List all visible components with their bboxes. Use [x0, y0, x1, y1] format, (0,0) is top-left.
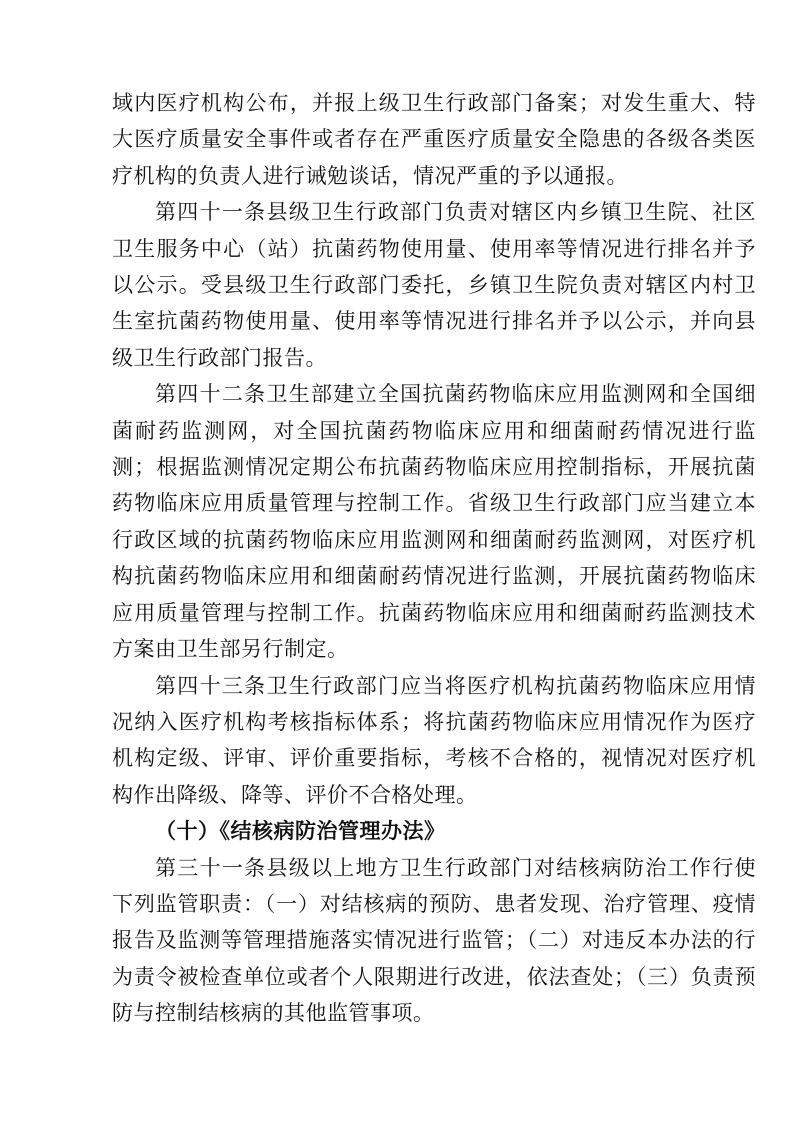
- paragraph-article-43: 第四十三条卫生行政部门应当将医疗机构抗菌药物临床应用情况纳入医疗机构考核指标体系；将抗菌药物临床应用情况作为医疗机构定级、评审、评价重要指标，考核不合格的，视情况对医疗机构作出降级、降等、评价不合格处理。: [112, 673, 756, 807]
- paragraph-article-42: 第四十二条卫生部建立全国抗菌药物临床应用监测网和全国细菌耐药监测网，对全国抗菌药物临床应用和细菌耐药情况进行监测；根据监测情况定期公布抗菌药物临床应用控制指标，开展抗菌药物临床应用质量管理与控制工作。省级卫生行政部门应当建立本行政区域的抗菌药物临床应用监测网和细菌耐药监测网，对医疗机构抗菌药物临床应用和细菌耐药情况进行监测，开展抗菌药物临床应用质量管理与控制工作。抗菌药物临床应用和细菌耐药监测技术方案由卫生部另行制定。: [112, 382, 756, 662]
- paragraph-continuation: 域内医疗机构公布，并报上级卫生行政部门备案；对发生重大、特大医疗质量安全事件或者存在严重医疗质量安全隐患的各级各类医疗机构的负责人进行诫勉谈话，情况严重的予以通报。: [112, 91, 756, 188]
- paragraph-article-41: 第四十一条县级卫生行政部门负责对辖区内乡镇卫生院、社区卫生服务中心（站）抗菌药物使用量、使用率等情况进行排名并予以公示。受县级卫生行政部门委托，乡镇卫生院负责对辖区内村卫生室抗菌药物使用量、使用率等情况进行排名并予以公示，并向县级卫生行政部门报告。: [112, 200, 756, 370]
- paragraph-article-31: 第三十一条县级以上地方卫生行政部门对结核病防治工作行使下列监管职责：（一）对结核病的预防、患者发现、治疗管理、疫情报告及监测等管理措施落实情况进行监管；（二）对违反本办法的行为责令被检查单位或者个人限期进行改进，依法查处；（三）负责预防与控制结核病的其他监管事项。: [112, 855, 756, 1026]
- section-heading: （十）《结核病防治管理办法》: [155, 818, 446, 844]
- document-body: [112, 85, 756, 1032]
